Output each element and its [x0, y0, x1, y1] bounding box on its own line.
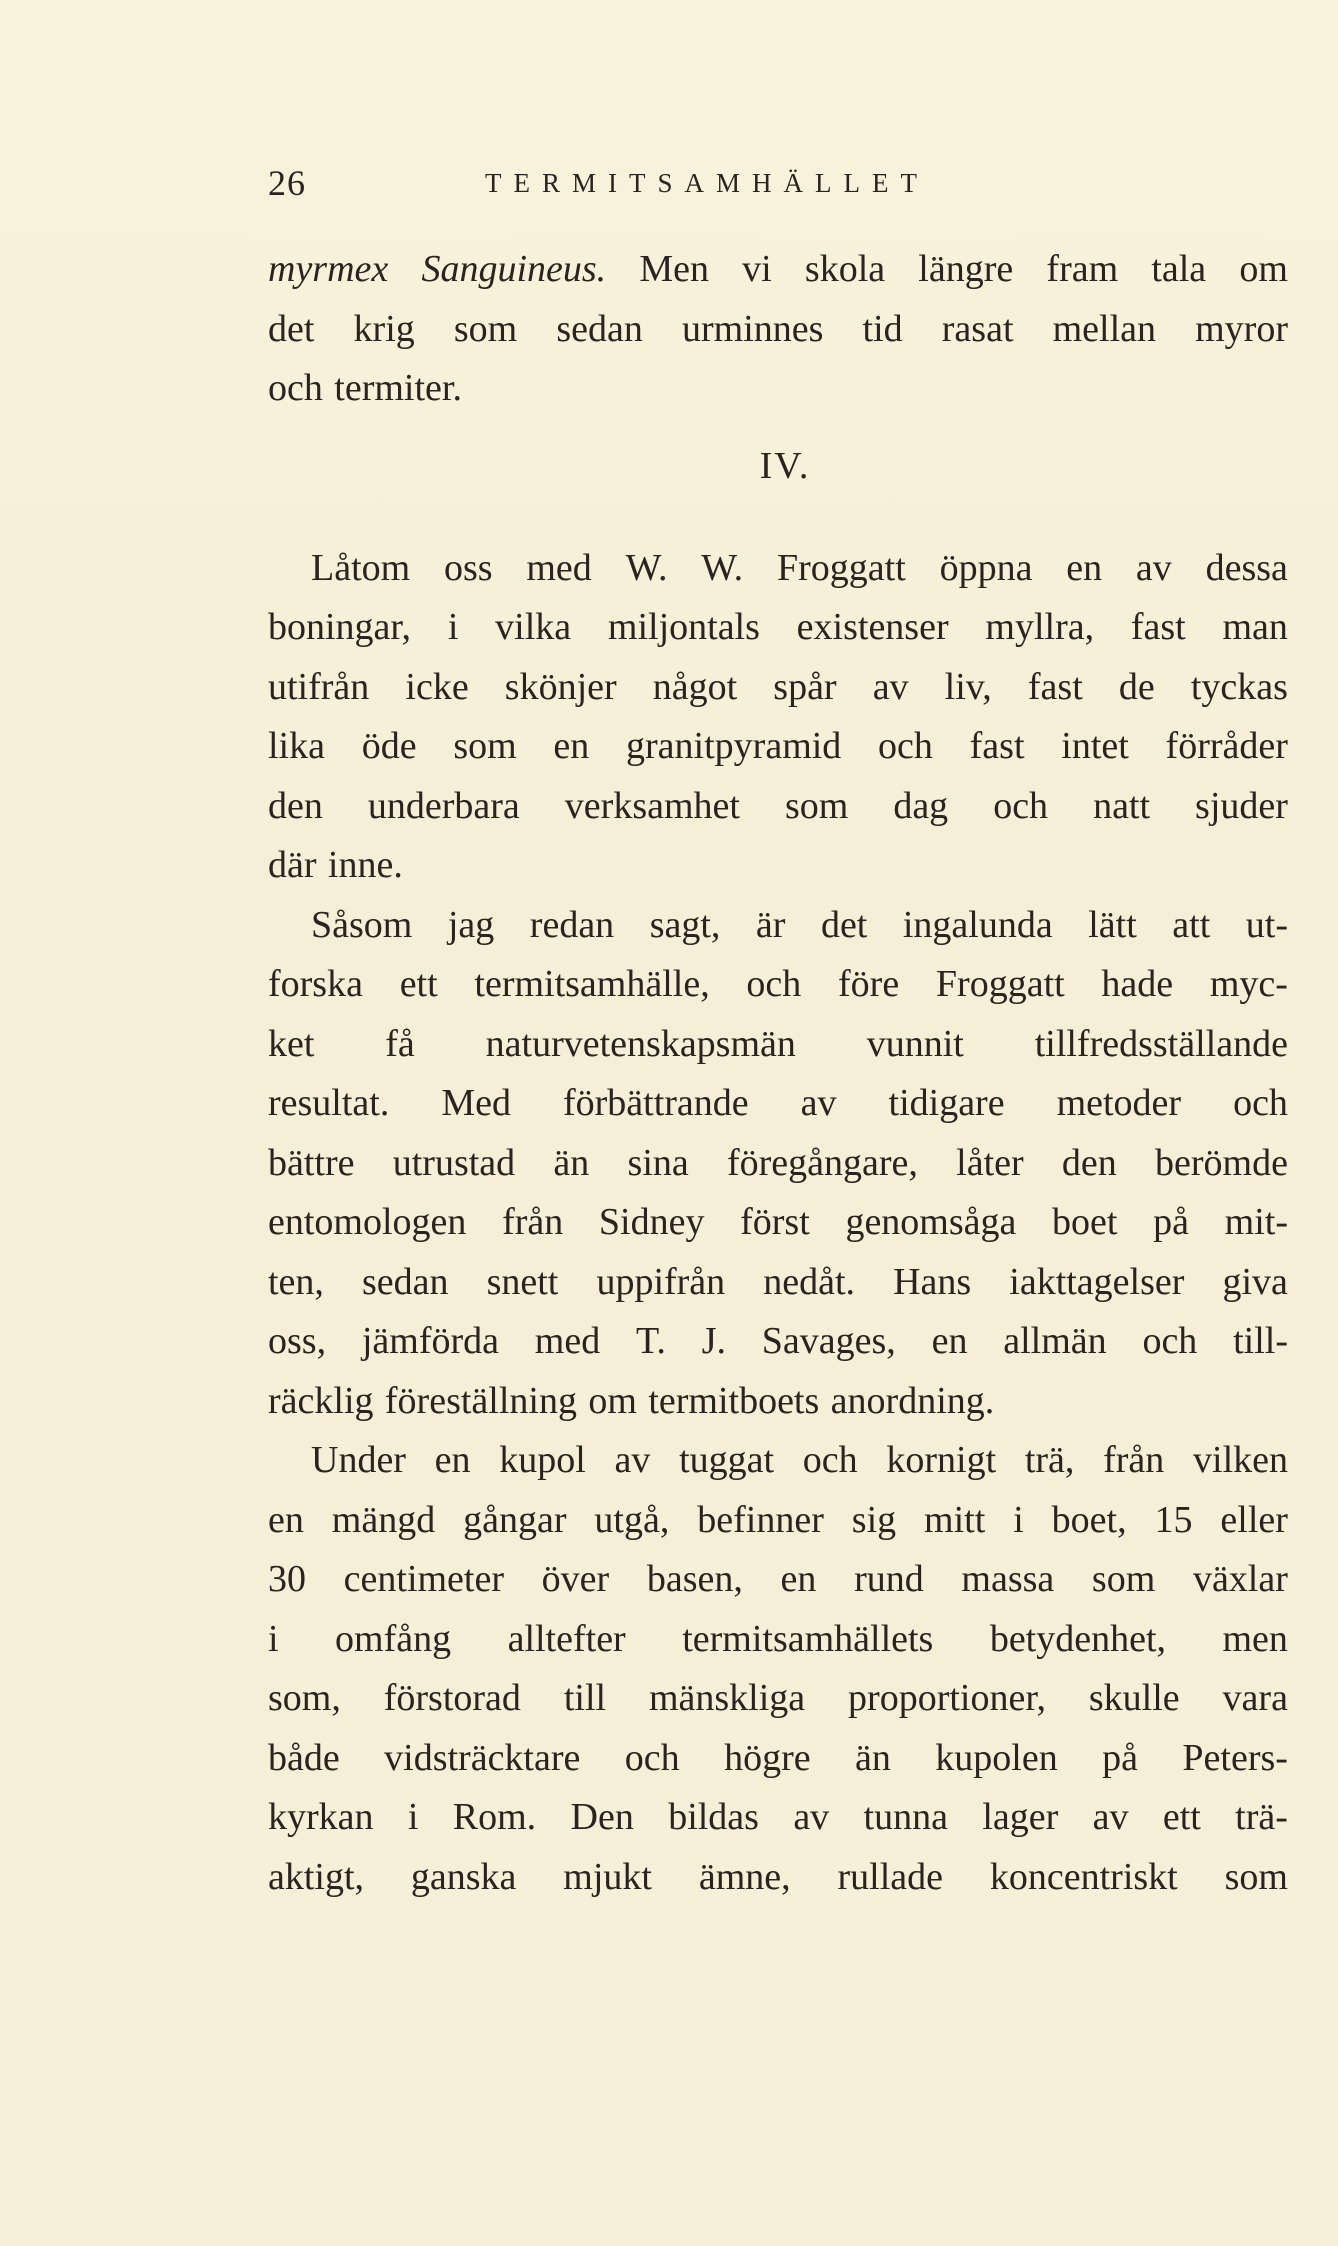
word: sig [851, 1498, 897, 1541]
word: mängd [331, 1498, 436, 1541]
word: med [526, 546, 592, 589]
word: Peters- [1182, 1736, 1288, 1779]
word: till [563, 1677, 607, 1719]
word: ut- [1245, 903, 1288, 946]
word: på [1102, 1736, 1138, 1779]
word: och [878, 725, 933, 767]
word: en [780, 1558, 817, 1600]
word: trä, [1024, 1439, 1075, 1481]
text-line [268, 1074, 1288, 1134]
text-line [268, 1312, 1288, 1372]
word: fast [969, 725, 1025, 767]
text-line [268, 1788, 1288, 1848]
word: Under [311, 1439, 406, 1481]
word: vilken [1193, 1439, 1288, 1481]
word: ämne, [698, 1855, 791, 1898]
word: där [268, 844, 317, 886]
text-line [268, 777, 1288, 837]
word: och [268, 367, 323, 409]
page-number: 26 [268, 163, 306, 203]
word: kupol [499, 1439, 586, 1481]
word: som [453, 725, 517, 767]
text-line [268, 896, 1288, 956]
page-header [268, 162, 1288, 212]
word: verksamhet [564, 784, 740, 827]
paragraph [268, 896, 1288, 1432]
text-line [268, 1372, 1288, 1432]
word: liv, [944, 665, 992, 708]
word: vidsträcktare [384, 1736, 581, 1779]
word: sedan [362, 1260, 449, 1303]
word: högre [724, 1736, 811, 1779]
word: ganska [410, 1855, 517, 1898]
word: metoder [1056, 1082, 1182, 1124]
word: Låtom [311, 546, 411, 589]
word: termitboets [648, 1379, 820, 1422]
word: mjukt [563, 1855, 652, 1898]
word: jämförda [361, 1320, 500, 1362]
word: om [1239, 248, 1288, 290]
word: och [1233, 1082, 1288, 1124]
word: Froggatt [935, 963, 1065, 1005]
word: W. [701, 546, 744, 589]
text-line [268, 1669, 1288, 1729]
word: före [838, 963, 900, 1005]
word: nedåt. [763, 1260, 856, 1303]
word: tuggat [679, 1439, 775, 1481]
word: från [1103, 1439, 1165, 1481]
word: tyckas [1190, 665, 1288, 708]
word: forska [268, 963, 363, 1005]
word: den [1061, 1141, 1117, 1184]
word: jag [447, 903, 495, 946]
text-line [268, 1610, 1288, 1670]
word: W. [625, 546, 668, 589]
word: Froggatt [776, 546, 906, 589]
word: oss, [268, 1320, 327, 1362]
body-text [268, 240, 1288, 1907]
text-line [268, 1848, 1288, 1908]
word: en [434, 1439, 471, 1481]
word: föregångare, [726, 1141, 918, 1184]
word: inne. [327, 844, 403, 886]
word: först [740, 1201, 810, 1243]
word: underbara [367, 784, 520, 827]
word: som, [268, 1677, 341, 1719]
word: lager [982, 1796, 1059, 1838]
word: vara [1222, 1677, 1288, 1719]
word: 30 [268, 1558, 306, 1600]
word: man [1222, 606, 1288, 648]
word: Sanguineus. [421, 248, 607, 290]
word: den [268, 784, 323, 827]
word: skola [804, 248, 886, 290]
word: något [652, 665, 738, 708]
word: i [407, 1796, 419, 1838]
word: från [502, 1201, 564, 1243]
text-line [268, 1431, 1288, 1491]
word: myrmex [268, 248, 389, 290]
word: i [268, 1617, 279, 1660]
word: proportioner, [848, 1677, 1046, 1719]
word: miljontals [607, 606, 760, 648]
word: trä- [1235, 1796, 1288, 1838]
word: skulle [1088, 1677, 1180, 1719]
word: uppifrån [596, 1260, 726, 1303]
word: massa [961, 1558, 1055, 1600]
word: termiter. [334, 367, 462, 409]
word: det [820, 903, 868, 946]
word: kyrkan [268, 1796, 374, 1838]
word: ingalunda [902, 903, 1053, 946]
word: lika [268, 725, 325, 767]
word: anordning. [830, 1379, 995, 1422]
word: av [1092, 1796, 1129, 1838]
text-line [268, 539, 1288, 599]
word: fast [1130, 606, 1186, 648]
paragraph [268, 1431, 1288, 1907]
word: aktigt, [268, 1855, 365, 1898]
word: basen, [646, 1558, 743, 1600]
word: utifrån [268, 665, 370, 708]
word: snett [486, 1260, 559, 1303]
word: berömde [1155, 1141, 1288, 1184]
word: rund [854, 1558, 924, 1600]
word: Men [639, 248, 709, 290]
word: vilka [495, 606, 572, 648]
word: mänskliga [648, 1677, 806, 1719]
word: krig [353, 307, 415, 350]
word: sedan [556, 307, 643, 350]
word: allmän [1003, 1320, 1107, 1362]
word: tala [1151, 248, 1207, 290]
word: myllra, [985, 606, 1095, 648]
word: natt [1093, 784, 1151, 827]
word: växlar [1192, 1558, 1288, 1600]
text-line [268, 1134, 1288, 1194]
word: föreställning [384, 1379, 577, 1422]
word: alltefter [507, 1617, 626, 1660]
word: av [800, 1082, 837, 1124]
word: kupolen [935, 1736, 1058, 1779]
word: boningar, [268, 606, 412, 648]
word: längre [918, 248, 1014, 290]
text-line [268, 1015, 1288, 1075]
word: sagt, [649, 903, 721, 946]
word: av [1135, 546, 1172, 589]
word: Såsom [311, 903, 413, 946]
word: Sidney [598, 1201, 705, 1243]
text-line [268, 1253, 1288, 1313]
word: utrustad [392, 1141, 516, 1184]
word: och [802, 1439, 858, 1481]
word: till- [1233, 1320, 1288, 1362]
word: myc- [1209, 963, 1288, 1005]
word: och [624, 1736, 680, 1779]
word: de [1118, 665, 1155, 708]
word: en [553, 725, 590, 767]
word: iakttagelser [1009, 1260, 1185, 1303]
word: Rom. [452, 1796, 537, 1838]
word: tillfredsställande [1034, 1022, 1288, 1065]
word: Den [570, 1796, 634, 1838]
word: ett [399, 963, 438, 1005]
text-line [268, 836, 1288, 896]
word: giva [1222, 1260, 1288, 1303]
word: och [993, 784, 1049, 827]
word: omfång [335, 1617, 452, 1660]
word: dag [893, 784, 949, 827]
word: existenser [796, 606, 949, 648]
running-head: TERMITSAMHÄLLET [485, 168, 929, 198]
section-heading: IV. [759, 444, 811, 487]
word: av [793, 1796, 830, 1838]
word: ten, [268, 1260, 324, 1303]
word: Med [441, 1082, 511, 1124]
word: utgå, [594, 1498, 670, 1541]
paragraph [268, 539, 1288, 896]
word: resultat. [268, 1082, 390, 1124]
word: koncentriskt [989, 1855, 1178, 1898]
text-line [268, 658, 1288, 718]
word: gångar [463, 1498, 567, 1541]
word: centimeter [343, 1558, 505, 1600]
word: öde [361, 725, 417, 767]
word: att [1172, 903, 1211, 946]
text-line [268, 955, 1288, 1015]
word: tidigare [888, 1082, 1005, 1124]
word: förstorad [383, 1677, 521, 1719]
word: öppna [939, 546, 1033, 589]
word: oss [444, 546, 493, 589]
word: låter [956, 1141, 1024, 1184]
text-line [268, 598, 1288, 658]
word: skönjer [504, 665, 617, 708]
word: dessa [1205, 546, 1288, 589]
word: fram [1046, 248, 1119, 290]
word: räcklig [268, 1379, 374, 1422]
word: tunna [863, 1796, 948, 1838]
word: som [1224, 1855, 1288, 1898]
word: en [931, 1320, 968, 1362]
word: 15 [1154, 1498, 1193, 1541]
text-line [268, 717, 1288, 777]
word: lätt [1088, 903, 1137, 946]
text-line [268, 240, 1288, 300]
word: betydenhet, [989, 1617, 1167, 1660]
word: naturvetenskapsmän [485, 1022, 796, 1065]
word: mellan [1052, 307, 1157, 350]
word: vunnit [866, 1022, 964, 1065]
word: genomsåga [845, 1201, 1017, 1243]
word: i [447, 606, 459, 648]
word: sina [627, 1141, 689, 1184]
word: eller [1220, 1498, 1288, 1541]
word: spår [773, 665, 837, 708]
word: boet, [1051, 1498, 1127, 1541]
word: intet [1061, 725, 1129, 767]
word: på [1153, 1201, 1190, 1243]
word: kornigt [886, 1439, 997, 1481]
word: hade [1101, 963, 1174, 1005]
word: av [872, 665, 909, 708]
word: en [1066, 546, 1103, 589]
word: entomologen [268, 1201, 467, 1243]
word: bättre [268, 1141, 355, 1184]
word: både [268, 1736, 340, 1779]
text-line [268, 1550, 1288, 1610]
word: förbättrande [562, 1082, 749, 1124]
word: en [268, 1498, 304, 1541]
word: tid [862, 307, 903, 350]
word: och [746, 963, 802, 1005]
word: myror [1195, 307, 1288, 350]
word: mit- [1224, 1201, 1288, 1243]
word: rasat [941, 307, 1014, 350]
word: termitsamhälle, [474, 963, 710, 1005]
word: granitpyramid [626, 725, 842, 767]
word: som [784, 784, 849, 827]
word: sjuder [1195, 784, 1288, 827]
text-line [268, 1491, 1288, 1551]
word: T. [636, 1320, 666, 1362]
word: om [588, 1379, 637, 1422]
text-line [268, 1193, 1288, 1253]
word: i [1013, 1498, 1024, 1541]
word: ket [268, 1022, 315, 1065]
word: redan [529, 903, 615, 946]
word: bildas [668, 1796, 759, 1838]
word: Savages, [761, 1320, 896, 1362]
word: befinner [697, 1498, 824, 1541]
word: termitsamhällets [682, 1617, 934, 1660]
word: J. [701, 1320, 726, 1362]
word: icke [405, 665, 469, 708]
word: fast [1027, 665, 1083, 708]
word: boet [1052, 1201, 1118, 1243]
word: som [453, 307, 518, 350]
word: med [534, 1320, 601, 1362]
word: är [755, 903, 786, 946]
word: över [541, 1558, 610, 1600]
word: än [855, 1736, 891, 1779]
word: än [553, 1141, 590, 1184]
text-line [268, 300, 1288, 360]
word: få [385, 1022, 415, 1065]
word: och [1142, 1320, 1198, 1362]
paragraph [268, 240, 1288, 419]
word: av [614, 1439, 651, 1481]
word: det [268, 307, 315, 350]
word: Hans [893, 1260, 972, 1303]
word: urminnes [681, 307, 824, 350]
word: förråder [1165, 725, 1288, 767]
word: vi [742, 248, 772, 290]
word: ett [1162, 1796, 1201, 1838]
word: mitt [924, 1498, 986, 1541]
word: rullade [837, 1855, 944, 1898]
text-line [268, 1729, 1288, 1789]
word: som [1091, 1558, 1156, 1600]
text-line [268, 359, 1288, 419]
word: men [1222, 1617, 1288, 1660]
